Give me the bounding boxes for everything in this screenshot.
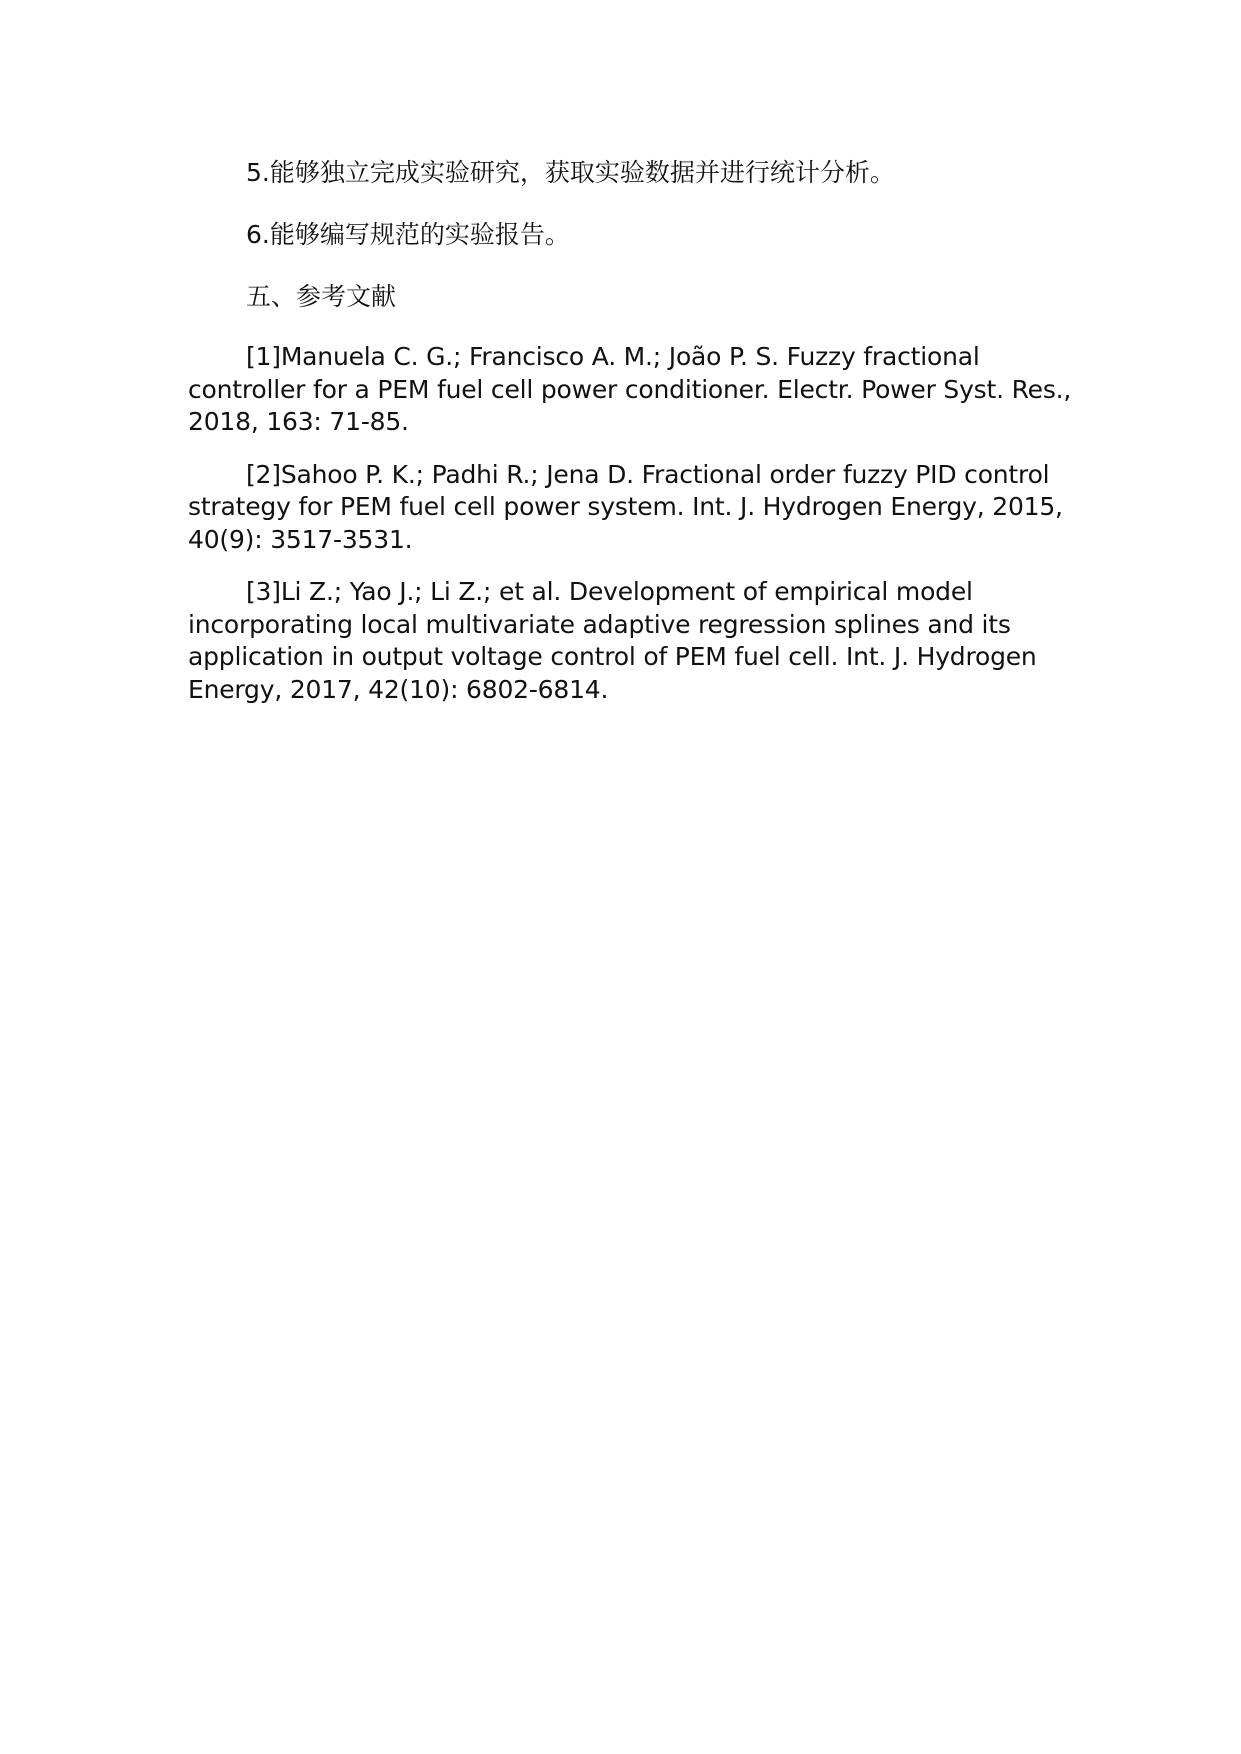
reference-1-line-2: controller for a PEM fuel cell power conditioner. Electr. Power Syst. Res., <box>188 374 1072 404</box>
reference-2-line-3: 40(9): 3517-3531. <box>188 524 413 554</box>
reference-3-line-1: [3]Li Z.; Yao J.; Li Z.; et al. Development of empirical model <box>246 577 973 606</box>
reference-3-line-2: incorporating local multivariate adaptive regression splines and its <box>188 609 1011 639</box>
document-body <box>188 155 1072 726</box>
objective-item-6: 6.能够编写规范的实验报告。 <box>246 220 570 249</box>
section-heading-references: 五、参考文献 <box>246 282 397 311</box>
reference-2-line-2: strategy for PEM fuel cell power system. Int. J. Hydrogen Energy, 2015, <box>188 492 1063 521</box>
reference-1-line-3: 2018, 163: 71-85. <box>188 407 409 436</box>
reference-3 <box>188 576 1068 706</box>
reference-3-line-4: Energy, 2017, 42(10): 6802-6814. <box>188 674 609 704</box>
reference-3-line-3: application in output voltage control of PEM fuel cell. Int. J. Hydrogen <box>188 642 1037 671</box>
objective-item-5: 5.能够独立完成实验研究，获取实验数据并进行统计分析。 <box>246 158 895 187</box>
reference-1-line-1: [1]Manuela C. G.; Francisco A. M.; João P. S. Fuzzy fractional <box>246 342 980 371</box>
reference-2 <box>188 459 1068 557</box>
reference-2-line-1: [2]Sahoo P. K.; Padhi R.; Jena D. Fractional order fuzzy PID control <box>246 459 1050 489</box>
reference-1 <box>188 341 1072 439</box>
